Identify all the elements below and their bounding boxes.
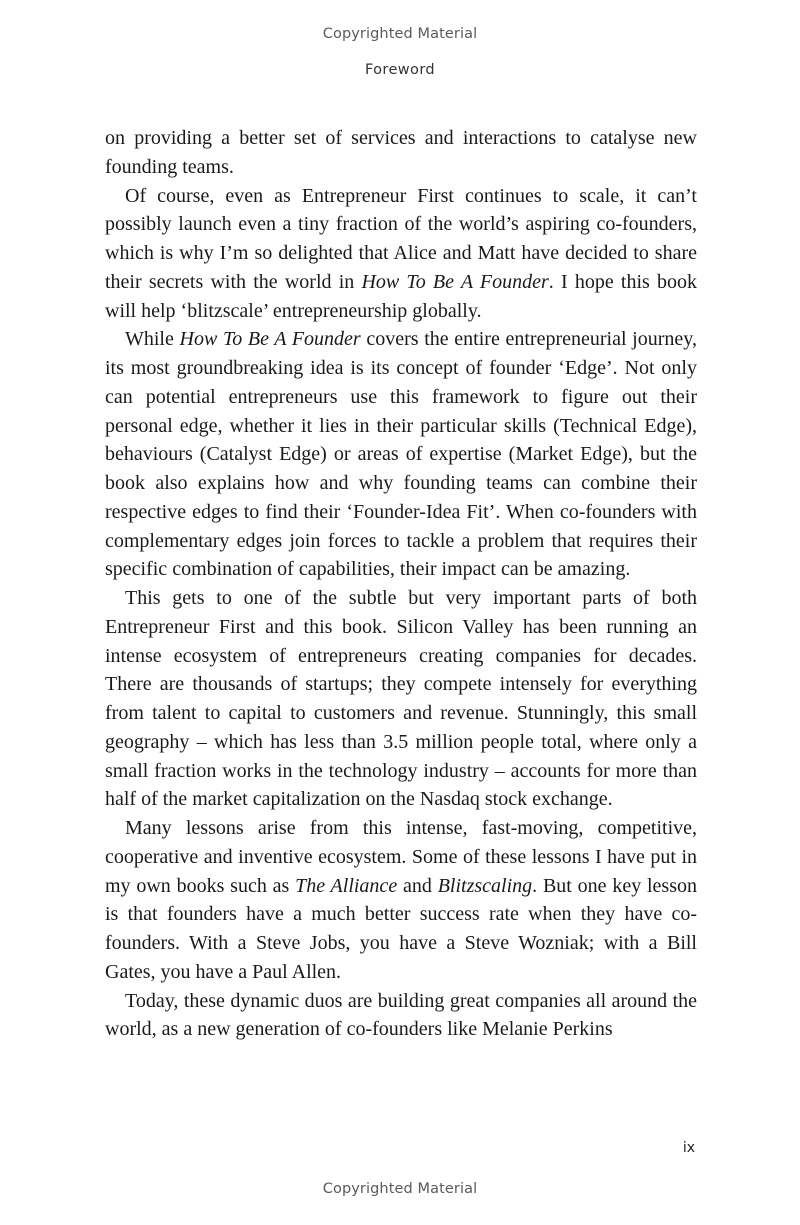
book-title-the-alliance: The Alliance bbox=[295, 874, 398, 897]
paragraph-5-text-c: . But one key lesson is that founders have a much better success rate when they have co-founders. With a Steve Jobs, you have a Steve Wozniak; with a Bill Gates, you have a Paul Allen. bbox=[105, 874, 697, 983]
paragraph-5 bbox=[105, 814, 697, 987]
paragraph-5-text-b: and bbox=[397, 874, 438, 897]
book-title-blitzscaling: Blitzscaling bbox=[437, 874, 533, 897]
book-title-how-to-be-a-founder: How To Be A Founder bbox=[361, 270, 549, 293]
paragraph-5-text-a: Many lessons arise from this intense, fast-moving, competitive, cooperative and inventive ecosystem. Some of these lessons I have put in my own books such as bbox=[105, 817, 697, 897]
body-text bbox=[105, 124, 697, 1044]
book-title-how-to-be-a-founder: How To Be A Founder bbox=[179, 328, 361, 351]
paragraph-4: This gets to one of the subtle but very important parts of both Entrepreneur First and this book. Silicon Valley has been running an intense ecosystem of entrepreneurs creating companies for decades. There are thousands of startups; they compete intensely for everything from talent to capital to customers and revenue. Stunningly, this small geography – which has less than 3.5 million people total, where only a small fraction works in the technology industry – accounts for more than half of the market capitalization on the Nasdaq stock exchange. bbox=[105, 587, 697, 811]
paragraph-6: Today, these dynamic duos are building great companies all around the world, as a new generation of co-founders like Melanie Perkins bbox=[105, 989, 697, 1041]
copyright-watermark-top: Copyrighted Material bbox=[322, 26, 478, 42]
copyright-watermark-bottom: Copyrighted Material bbox=[322, 1181, 478, 1197]
paragraph-1: on providing a better set of services and interactions to catalyse new founding teams. bbox=[105, 127, 697, 178]
running-head: Foreword bbox=[364, 62, 436, 78]
paragraph-3-text-b: covers the entire entrepreneurial journey, its most groundbreaking idea is its concept of founder ‘Edge’. Not only can potential entrepreneurs use this framework to figure out their personal edge, whether it lies in their particular skills (Technical Edge), behaviours (Catalyst Edge) or areas of expertise (Market Edge), but the book also explains how and why founding teams can combine their respective edges to find their ‘Founder-Idea Fit’. When co-founders with complementary edges join forces to tackle a problem that requires their specific combination of capabilities, their impact can be amazing. bbox=[105, 328, 697, 581]
paragraph-2 bbox=[105, 182, 697, 326]
paragraph-2-text-b: . I hope this book will help ‘blitzscale’ entrepreneurship globally. bbox=[105, 270, 697, 322]
paragraph-3-text-a: While bbox=[125, 328, 180, 351]
page-number: ix bbox=[682, 1140, 695, 1156]
paragraph-2-text-a: Of course, even as Entrepreneur First continues to scale, it can’t possibly launch even a tiny fraction of the world’s aspiring co-founders, which is why I’m so delighted that Alice and Matt have decided to share their secrets with the world in bbox=[105, 184, 697, 293]
paragraph-3 bbox=[105, 325, 697, 584]
